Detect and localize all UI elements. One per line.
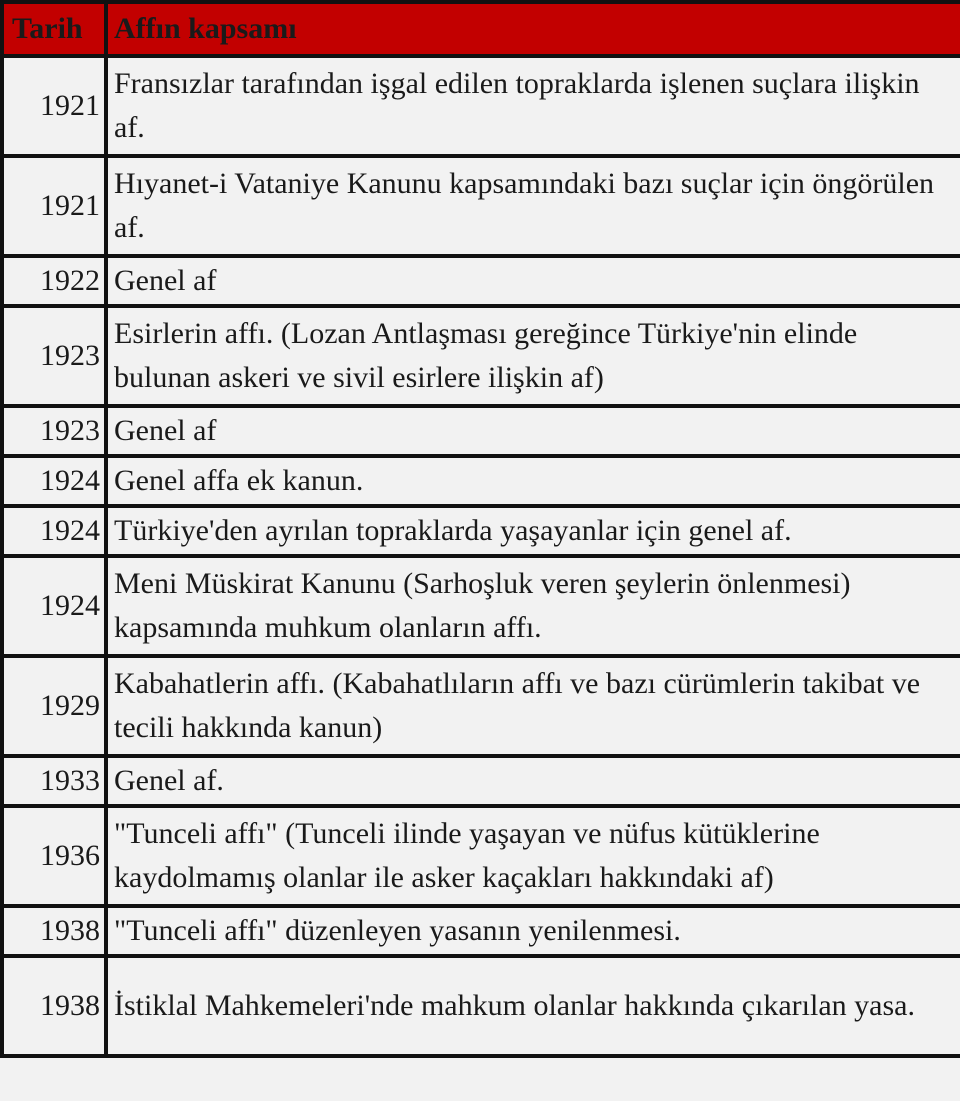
- scope-cell: Genel af: [106, 256, 960, 306]
- table-row: [2, 406, 960, 456]
- year-cell: 1924: [2, 456, 106, 506]
- table-row: [2, 656, 960, 756]
- year-cell: 1921: [2, 56, 106, 156]
- table-row: [2, 906, 960, 956]
- scope-cell: "Tunceli affı" (Tunceli ilinde yaşayan ve nüfus kütüklerine kaydolmamış olanlar ile asker kaçakları hakkındaki af): [106, 806, 960, 906]
- table-row: [2, 56, 960, 156]
- table-row: [2, 306, 960, 406]
- year-cell: 1922: [2, 256, 106, 306]
- year-cell: 1924: [2, 506, 106, 556]
- year-cell: 1921: [2, 156, 106, 256]
- scope-cell: Fransızlar tarafından işgal edilen topraklarda işlenen suçlara ilişkin af.: [106, 56, 960, 156]
- table-row: [2, 806, 960, 906]
- year-cell: 1938: [2, 956, 106, 1056]
- scope-cell: Genel affa ek kanun.: [106, 456, 960, 506]
- table-row: [2, 456, 960, 506]
- year-cell: 1923: [2, 306, 106, 406]
- year-cell: 1923: [2, 406, 106, 456]
- column-header-scope: Affın kapsamı: [106, 2, 960, 56]
- table-body: [2, 56, 960, 1056]
- scope-cell: Meni Müskirat Kanunu (Sarhoşluk veren şeylerin önlenmesi) kapsamında muhkum olanların affı.: [106, 556, 960, 656]
- table-row: [2, 256, 960, 306]
- scope-cell: İstiklal Mahkemeleri'nde mahkum olanlar hakkında çıkarılan yasa.: [106, 956, 960, 1056]
- table-row: [2, 756, 960, 806]
- scope-cell: Hıyanet-i Vataniye Kanunu kapsamındaki bazı suçlar için öngörülen af.: [106, 156, 960, 256]
- scope-cell: Genel af.: [106, 756, 960, 806]
- column-header-year: Tarih: [2, 2, 106, 56]
- table-header: [2, 2, 960, 56]
- header-row: [2, 2, 960, 56]
- scope-cell: Kabahatlerin affı. (Kabahatlıların affı ve bazı cürümlerin takibat ve tecili hakkında kanun): [106, 656, 960, 756]
- scope-cell: Esirlerin affı. (Lozan Antlaşması gereğince Türkiye'nin elinde bulunan askeri ve sivil esirlere ilişkin af): [106, 306, 960, 406]
- year-cell: 1924: [2, 556, 106, 656]
- table-row: [2, 956, 960, 1056]
- scope-cell: "Tunceli affı" düzenleyen yasanın yenilenmesi.: [106, 906, 960, 956]
- year-cell: 1929: [2, 656, 106, 756]
- scope-cell: Türkiye'den ayrılan topraklarda yaşayanlar için genel af.: [106, 506, 960, 556]
- table-row: [2, 506, 960, 556]
- table-row: [2, 156, 960, 256]
- year-cell: 1933: [2, 756, 106, 806]
- year-cell: 1936: [2, 806, 106, 906]
- year-cell: 1938: [2, 906, 106, 956]
- scope-cell: Genel af: [106, 406, 960, 456]
- table-row: [2, 556, 960, 656]
